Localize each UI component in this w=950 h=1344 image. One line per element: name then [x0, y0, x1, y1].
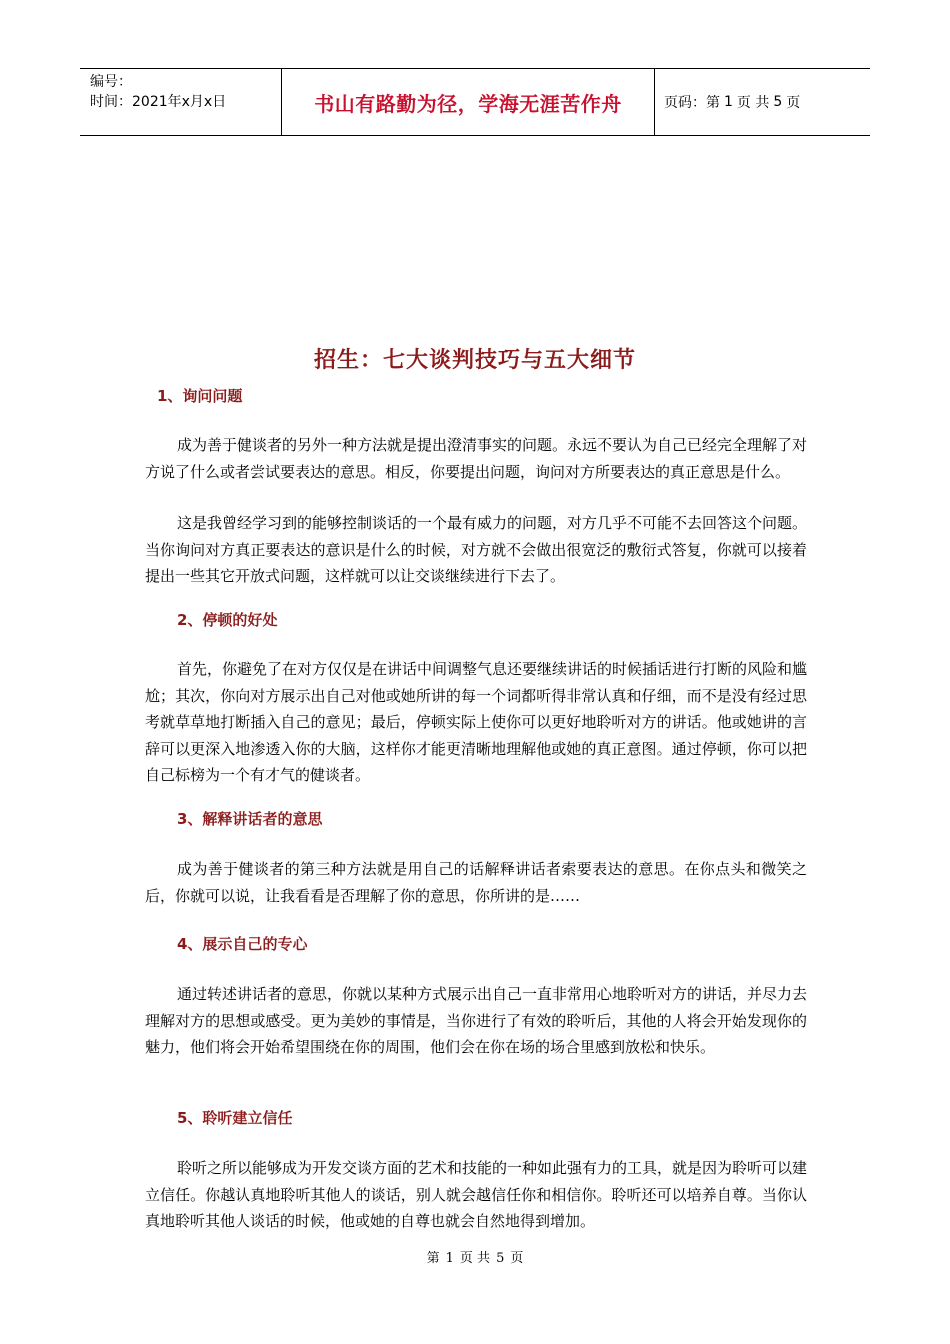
- section-5-paragraph-1: 聆听之所以能够成为开发交谈方面的艺术和技能的一种如此强有力的工具，就是因为聆听可以建立信任。你越认真地聆听其他人的谈话，别人就会越信任你和相信你。聆听还可以培养自尊。当你认真地聆听其他人谈话的时候，他或她的自尊也就会自然地得到增加。: [145, 1159, 808, 1230]
- page-footer: [0, 1247, 950, 1266]
- section-1-paragraph-1: 成为善于健谈者的另外一种方法就是提出澄清事实的问题。永远不要认为自己已经完全理解了对方说了什么或者尝试要表达的意思。相反，你要提出问题，询问对方所要表达的真正意思是什么。: [145, 436, 808, 481]
- page-code-label: 页码：第: [664, 95, 720, 111]
- page-code-suffix: 页: [786, 95, 801, 111]
- section-heading-4: 4、展示自己的专心: [177, 935, 308, 953]
- footer-mid: 页 共: [459, 1251, 491, 1266]
- footer-prefix: 第: [426, 1251, 440, 1266]
- footer-suffix: 页: [510, 1251, 524, 1266]
- header-info-cell: [80, 69, 282, 135]
- page-code-total: 5: [773, 94, 783, 110]
- footer-total-pages: 5: [496, 1251, 505, 1266]
- document-number-label: 编号：: [90, 74, 132, 90]
- section-2-paragraph-1: 首先，你避免了在对方仅仅是在讲话中间调整气息还要继续讲话的时候插话进行打断的风险和尴尬；其次，你向对方展示出自己对他或她所讲的每一个词都听得非常认真和仔细，而不是没有经过思考就草草地打断插入自己的意见；最后，停顿实际上使你可以更好地聆听对方的讲话。他或她讲的言辞可以更深入地渗透入你的大脑，这样你才能更清晰地理解他或她的真正意图。通过停顿，你可以把自己标榜为一个有才气的健谈者。: [145, 660, 808, 784]
- section-4-paragraph-1: 通过转述讲话者的意思，你就以某种方式展示出自己一直非常用心地聆听对方的讲话，并尽力去理解对方的思想或感受。更为美妙的事情是，当你进行了有效的聆听后，其他的人将会开始发现你的魅力，他们将会开始希望围绕在你的周围，他们会在你在场的场合里感到放松和快乐。: [145, 985, 808, 1056]
- section-heading-5: 5、聆听建立信任: [177, 1109, 293, 1127]
- section-heading-2: 2、停顿的好处: [177, 611, 278, 629]
- section-heading-1: 1、询问问题: [157, 387, 243, 405]
- document-date-label: 时间：2021年x月x日: [90, 94, 227, 110]
- header-table: [80, 68, 870, 136]
- header-page-code: [655, 69, 870, 135]
- section-heading-3: 3、解释讲话者的意思: [177, 810, 323, 828]
- header-motto: 书山有路勤为径，学海无涯苦作舟: [282, 69, 655, 135]
- page-code-current: 1: [724, 94, 733, 110]
- section-3-paragraph-1: 成为善于健谈者的第三种方法就是用自己的话解释讲话者索要表达的意思。在你点头和微笑之后，你就可以说，让我看看是否理解了你的意思，你所讲的是……: [145, 860, 807, 905]
- document-title: 招生：七大谈判技巧与五大细节: [313, 348, 636, 373]
- footer-current-page: 1: [445, 1251, 454, 1266]
- section-1-paragraph-2: 这是我曾经学习到的能够控制谈话的一个最有威力的问题，对方几乎不可能不去回答这个问题。当你询问对方真正要表达的意识是什么的时候，对方就不会做出很宽泛的敷衍式答复，你就可以接着提出一些其它开放式问题，这样就可以让交谈继续进行下去了。: [145, 514, 808, 585]
- page-code-mid: 页 共: [736, 95, 770, 111]
